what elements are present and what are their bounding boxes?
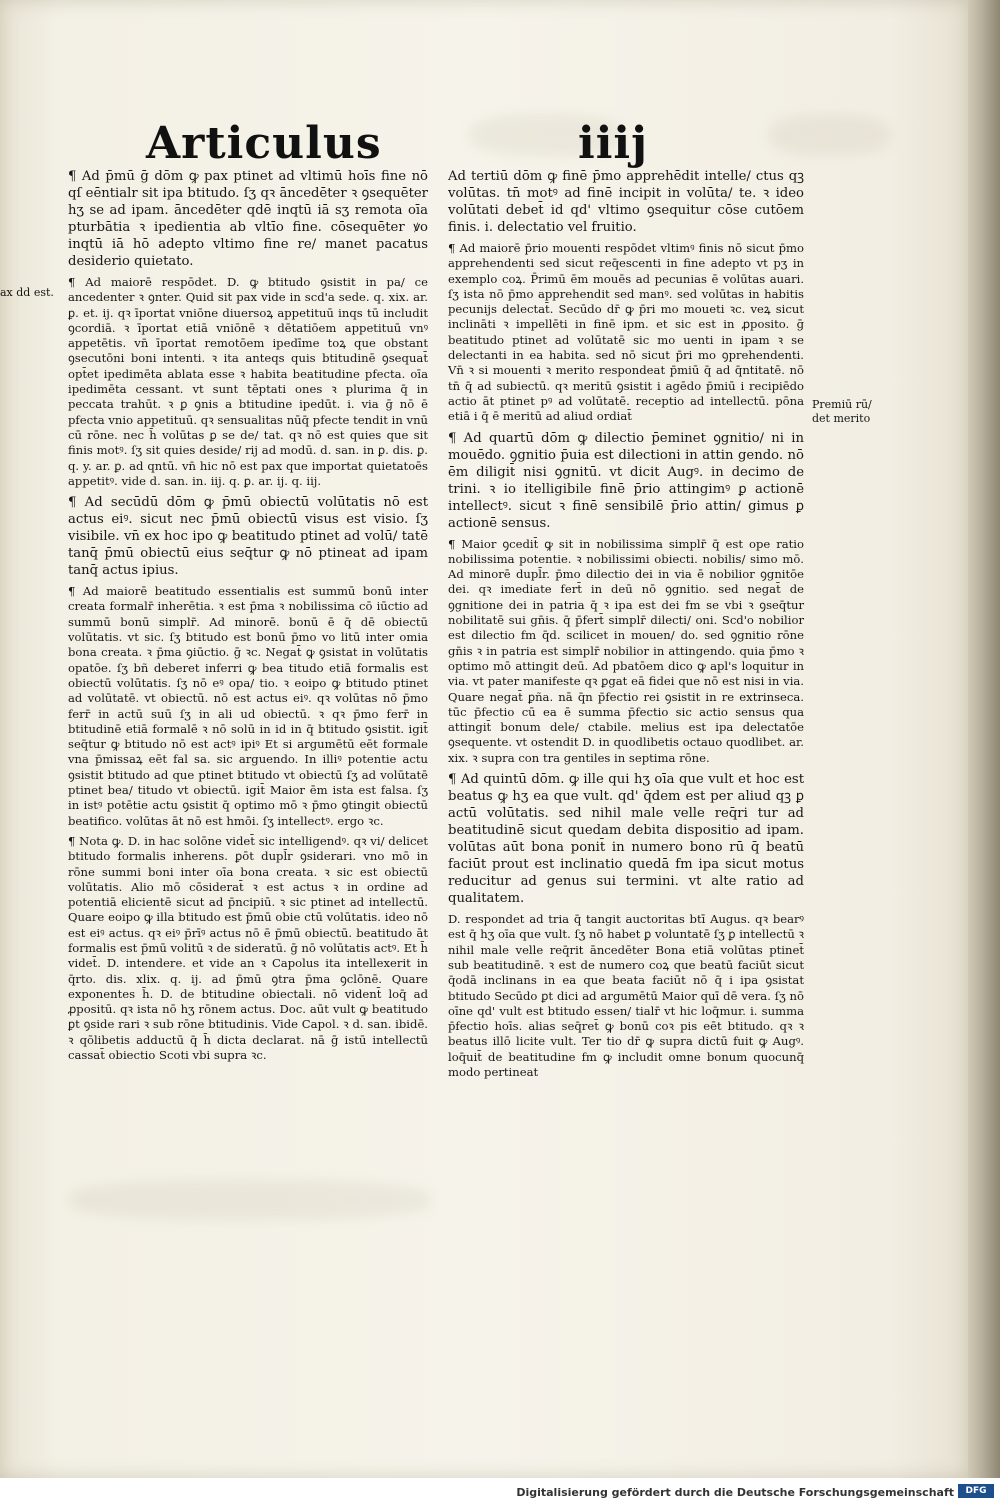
- margin-note-right: Premiū rū/ det merito: [812, 398, 872, 425]
- paragraph: ¶ Ad p̄mū ḡ dōm ꝙ pax ptinet ad vltimū hoīs fine nō qſ eēntialr sit ipa btitudo. ſʒ qꝛ āncedēter ꝛ ꝯsequēter hʒ se ad ipam. āncedēter qdē inqtū iā sʒ remota oīa pturbātia ꝛ ipedientia ab vltīo fine. cōsequēter ꝟo inqtū iā hō adepto vltimo fine re/ manet pacatus desiderio quietato.: [68, 169, 428, 269]
- paragraph: D. respondet ad tria q̄ tangit auctoritas btī Augus. qꝛ bearꝰ est q̄ hʒ oīa que vult. ſʒ nō habet ꝑ voluntatē ſʒ ꝑ intellectū ꝛ nihil male velle req̄rit āncedēter Bona etiā volūtas ptinet̄ sub beatitudinē. ꝛ est de numero coꝝ que beatū faciūt sicut q̄odā inclinans in ea que beata faciūt nō q̄ i ipa ꝯsistat btitudo Secūdo ꝑt dici ad argumētū Maior quī dē vera. ſʒ nō oīne qd' vult est btitudo essen/ tialr̄ vt hic loq̄mur. i. summa p̄fectio hoīs. alias seq̄ret̄ ꝙ bonū coꝛ pis eēt btitudo. qꝛ ꝛ beatus illō licite vult. Ter tio dr̄ ꝙ supra dictū fuit ꝙ Augꝰ. loq̄uit̄ de beatitudine fm ꝙ includit omne bonum quocunq̄ modo pertineat: [448, 912, 804, 1079]
- footer-credit: Digitalisierung gefördert durch die Deutsche Forschungsgemeinschaft: [516, 1486, 954, 1499]
- page-edge: [968, 0, 1000, 1478]
- left-column: [68, 168, 428, 1068]
- paragraph: ¶ Ad maiorē p̄rio mouenti respōdet vltimꝰ finis nō sicut p̄mo apprehendenti sed sicut req̄escenti in fine adepto vt pʒ in exemplo coꝝ. P̄rimū ēm mouēs ad pecunias ē volūtas auari. ſʒ ista nō p̄mo apprehendit sed manꝰ. sed volūtas in habitis pecunijs delectat̄. Secūdo dr̄ ꝙ p̄ri mo moueti ꝛc. veꝝ sicut inclināti ꝛ impellēti in finē ipm. et sic est in ꝓposito. ḡ beatitudo ptinet ad volūtatē sic mo uenti in ipam ꝛ se delectanti in ea habita. sed nō sicut p̄ri mo ꝯprehendenti. Vn̄ ꝛ si mouenti ꝛ merito respondeat p̄miū q̄ ad q̄ntitatē. nō tn̄ q̄ ad subiectū. qꝛ meritū ꝯsistit i agēdo p̄miū i recipiēdo actio āt ptinet pꝰ ad volūtatē. receptio ad intellectū. pōna etiā i q̄ ē meritū ad aliud ordiat̄: [448, 241, 804, 424]
- paragraph: ¶ Nota ꝙ. D. in hac solōne videt̄ sic intelligendꝰ. qꝛ vi/ delicet btitudo formalis inherens. ꝑōt dupl̄r ꝯsiderari. vno mō in rōne summi boni inter oīa bona creata. ꝛ sic est obiectū volūtatis. Alio mō cōsiderat̄ ꝛ est actus ꝛ in ordine ad potentiā elicientē sicut ad p̄ncipiū. ꝛ sic ptinet ad intellectū. Quare eoipo ꝙ illa btitudo est p̄mū obie ctū volūtatis. ideo nō est eiꝰ actus. qꝛ eiꝰ p̄rīꝰ actus nō ē p̄mū obiectū. beatitudo āt formalis est p̄mū volitū ꝛ de sideratū. ḡ nō volūtatis actꝰ. Et h̄ videt̄. D. intendere. et vide an ꝛ Capolus ita intellexerit in q̄rto. dis. xlix. q. ij. ad p̄mū ꝯtra p̄ma ꝯclōnē. Quare exponentes h̄. D. de btitudine obiectali. nō vident̄ loq̄ ad ꝓpositū. qꝛ ista nō hʒ rōnem actus. Doc. aūt vult ꝙ beatitudo ꝑt ꝯside rari ꝛ sub rōne btitudinis. Vide Capol. ꝛ d. san. ibidē. ꝛ qōlibetis adductū q̄ h̄ dicta declarat. nā ḡ istū intellectū cassat̄ obiectio Scoti vbi supra ꝛc.: [68, 833, 428, 1063]
- show-through-stain: [770, 115, 890, 155]
- paragraph: ¶ Ad quartū dōm ꝙ dilectio p̄eminet ꝯgnitio/ ni in mouēdo. ꝯgnitio p̄uia est dilectioni in attin gendo. nō ēm diligit̄ nisi ꝯgnitū. vt dicit Augꝰ. in decimo de trini. ꝛ io itelligibile finē p̄rio attingimꝰ ꝑ actionē intellectꝰ. sicut ꝛ finē sensibilē p̄rio attin/ gimus ꝑ actionē sensus.: [448, 430, 804, 531]
- right-column: [448, 168, 804, 1085]
- show-through-stain: [70, 1180, 430, 1220]
- paragraph: ¶ Ad secūdū dōm ꝙ p̄mū obiectū volūtatis nō est actus eiꝰ. sicut nec p̄mū obiectū visus est visio. ſʒ visibile. vn̄ ex hoc ipo ꝙ beatitudo ptinet ad volū/ tatē tanq̄ p̄mū obiectū eius seq̄tur ꝙ nō ptineat ad ipam tanq̄ actus ipius.: [68, 495, 428, 579]
- paragraph: ¶ Maior ꝯcedit̄ ꝙ sit in nobilissima simplr̄ q̄ est ope ratio nobilissima potentie. ꝛ nobilissimi obiecti. nobilis/ simo mō. Ad minorē dupl̄r. p̄mo dilectio dei in via ē nobilior ꝯgnitōe dei. qꝛ imediate fert̄ in deū nō ꝯgnitio. sed negat̄ de ꝯgnitione dei in patria q̄ ꝛ ipa est dei fm se vbi ꝛ ꝯseq̄tur nobilitatē sui gn̄is. q̄ p̄fert̄ simplr̄ dilecti/ oni. Scd'o nobilior est dilectio fm q̄d. scilicet in mouen/ do. sed ꝯgnitio rōne gn̄is ꝛ in patria est simplr̄ nobilior in attingendo. quia p̄mo ꝛ optimo mō attingit deū. Ad pbatōem dico ꝙ apl's loquitur in via. vt pater manifeste qꝛ ꝑgat eā fidei que nō est nisi in via. Quare negat̄ ꝑña. nā q̄n p̄fectio rei ꝯsistit in re extrinseca. tūc p̄fectio cū ea ē summa p̄fectio sic actio sensus qua attingit̄ bonum dele/ ctabile. melius est ipa delectatōe ꝯsequente. vt ostendit D. in quodlibetis octauo quodlibet. ar. xix. ꝛ supra con tra gentiles in septima rōne.: [448, 536, 804, 765]
- dfg-logo-icon: DFG: [958, 1484, 994, 1498]
- paragraph: ¶ Ad maiorē respōdet. D. ꝙ btitudo ꝯsistit in pa/ ce ancedenter ꝛ ꝯnter. Quid sit pax vide in scd'a sede. q. xix. ar. ꝑ. et. ij. qꝛ īportat vniōne diuersoꝝ appetituū inqs tū includit ꝯcordiā. ꝛ īportat etiā vniōnē ꝛ dētatiōem appetituū vnꝰ appetētis. vn̄ īportat remotōem ipedīme toꝝ que obstant ꝯsecutōni boni intenti. ꝛ ita anteqs quis btitudinē ꝯsequat̄ opt̄et ipedimēta ablata esse ꝛ habita beatitudine pfecta. oīa ipedimēta cessant. vt sunt tēptati ones ꝛ plurima q̄ in peccata trahūt. ꝛ ꝑ ꝯnis a btitudine ipedūt. i. via ḡ nō ē pfecta vnio appetituū. qꝛ sensualitas nūq̄ pfecte tendit in vnū cū rōne. nec h̄ volūtas ꝑ se de/ tat. qꝛ nō est quies que sit finis motꝰ. ſʒ sit quies deside/ rij ad modū. d. san. in ꝑ. dis. ꝑ. q. y. ar. ꝑ. ad qntū. vn̄ hic nō est pax que importat quietatoēs appetitꝰ. vide d. san. in. iij. q. ꝑ. ar. ij. q. iij.: [68, 275, 428, 488]
- paragraph: ¶ Ad maiorē beatitudo essentialis est summū bonū inter creata formalr̄ inherētia. ꝛ est p̄ma ꝛ nobilissima cō iūctio ad summū bonū simplr̄. Ad minorē. bonū ē q̄ dē obiectū volūtatis. vt sic. ſʒ btitudo est bonū p̄mo vo litū inter omia bona creata. ꝛ p̄ma ꝯiūctio. ḡ ꝛc. Negat̄ ꝙ ꝯsistat in volūtatis opatōe. ſʒ bñ deberet inferri ꝙ bea titudo etiā formalis est obiectū volūtatis. ſʒ nō eꝰ opa/ tio. ꝛ eoipo ꝙ btitudo ptinet ad volūtatē. vt obiectū. nō est actus eiꝰ. qꝛ volūtas nō p̄mo ferr̄ in actū suū ſʒ in ali ud obiectū. ꝛ qꝛ p̄mo ferr̄ in btitudinē etiā formalē ꝛ nō solū in id in q̄ btitudo ꝯsistit. igit̄ seq̄tur ꝙ btitudo nō est actꝰ ipiꝰ Et si argumētū eēt formale vna p̄missaꝝ eēt fal sa. sic arguendo. In illiꝰ potentie actu ꝯsistit btitudo ad que ptinet btitudo vt obiectū ſʒ ad volūtatē ptinet bea/ titudo vt obiectū. igit̄ Maior ēm ista est falsa. ſʒ in istꝰ potētie actu ꝯsistit q̄ optimo mō ꝛ p̄mo ꝯtingit obiectū beatifico. volūtas āt nō est hmōi. ſʒ intellectꝰ. ergo ꝛc.: [68, 584, 428, 828]
- running-head-left: Articulus: [146, 118, 382, 169]
- running-head-right: iiij: [578, 118, 649, 169]
- margin-note-left: ax dd est.: [0, 286, 54, 299]
- paragraph: Ad tertiū dōm ꝙ finē p̄mo apprehēdit intelle/ ctus qꝫ volūtas. tn̄ motꝰ ad finē incipit in volūta/ te. ꝛ ideo volūtati debet̄ id qd' vltimo ꝯsequitur cōse cutōem finis. i. delectatio vel fruitio.: [448, 169, 804, 235]
- paragraph: ¶ Ad quintū dōm. ꝙ ille qui hʒ oīa que vult et hoc est beatus ꝙ hʒ ea que vult. qd' q̄dem est per aliud qꝫ ꝑ actū volūtatis. sed nihil male velle req̄ri tur ad beatitudinē sicut quedam debita dispositio ad ipam. volūtas aūt bona ponit̄ in numero bono rū q̄ beatū faciūt prout est inclinatio quedā fm ipa sicut motus reducitur ad genus sui termini. vt alte ratio ad qualitatem.: [448, 772, 804, 907]
